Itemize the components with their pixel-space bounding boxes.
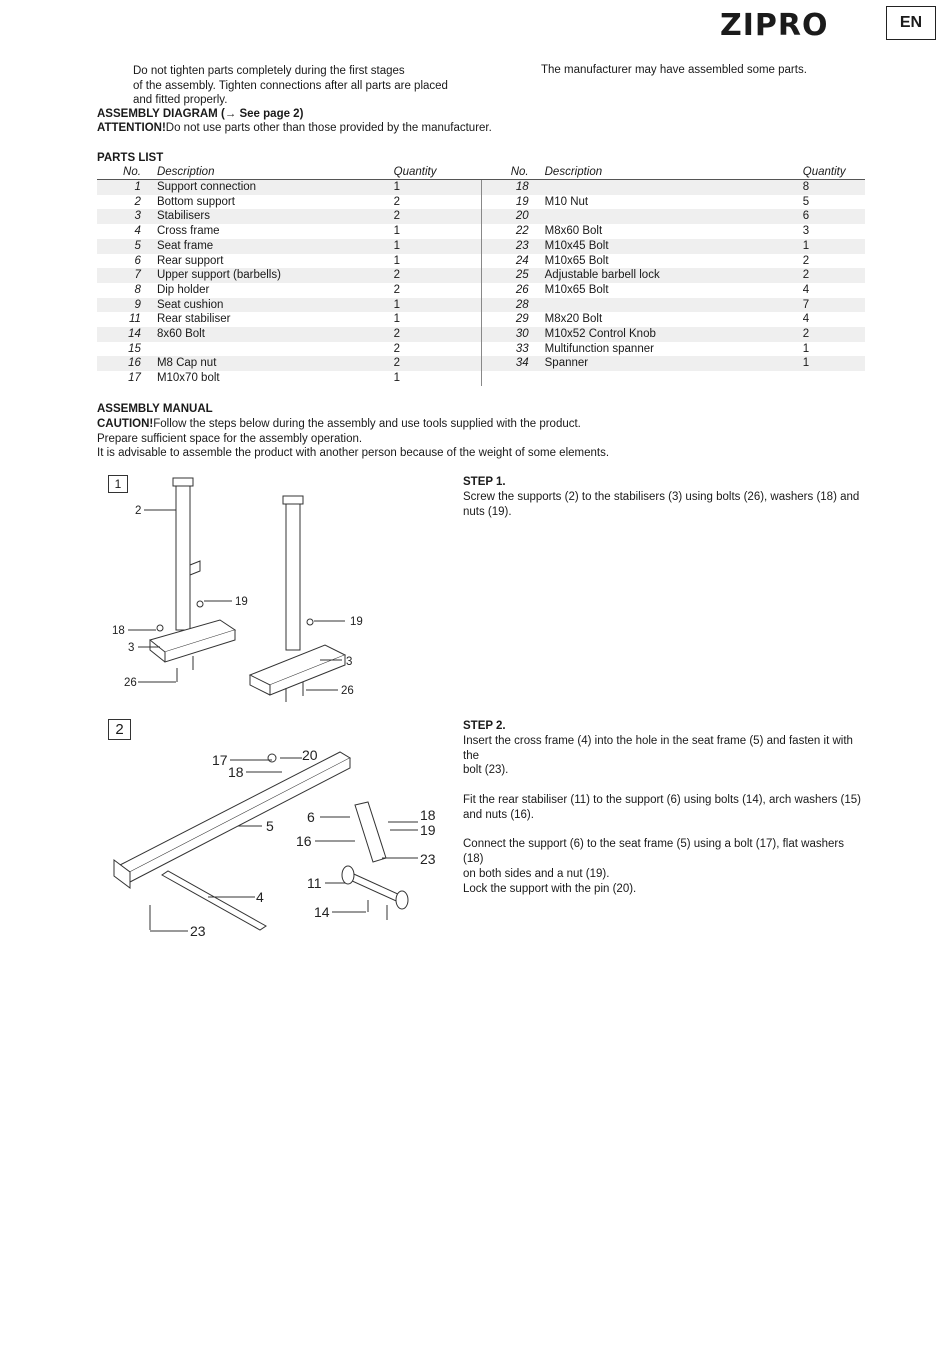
step2-number-box: 2 [108,719,131,740]
nut [307,619,313,625]
callout-label: 26 [341,685,354,697]
callout-label: 14 [314,904,330,920]
manufacturer-note: The manufacturer may have assembled some parts. [541,64,807,76]
col-no: No. [97,165,149,180]
part-description: Support connection [149,180,394,195]
part-quantity [803,371,865,386]
callout-label: 6 [307,809,315,825]
part-number: 24 [515,254,529,267]
part-number: 20 [482,209,537,224]
rear-support [355,802,386,862]
col-description: Description [149,165,394,180]
parts-row [97,327,865,342]
callout-label: 11 [307,875,322,891]
part-number: 15 [128,342,141,355]
assembly-diagram-heading: ASSEMBLY DIAGRAM (→ See page 2) [97,108,304,120]
caution-label: CAUTION! [97,417,154,430]
part-number: 14 [97,327,149,342]
part-description: Adjustable barbell lock [537,268,803,283]
step1-instructions [463,475,863,519]
parts-row [97,195,865,210]
callout-label: 19 [420,822,436,838]
part-number: 30 [482,327,537,342]
caution-line [97,417,857,432]
step2-illustration [100,740,440,950]
part-quantity: 4 [802,283,810,296]
part-description [149,342,394,357]
step2-text: Fit the rear stabiliser (11) to the support (6) using bolts (14), arch washers (15) [463,793,861,806]
part-quantity: 2 [394,209,482,224]
language-badge: EN [886,6,936,40]
part-description: M10x65 Bolt [544,254,609,267]
step2-text: and nuts (16). [463,808,534,821]
parts-row [97,224,865,239]
assembly-manual [97,402,857,461]
parts-row [97,268,865,283]
part-description [537,180,803,195]
callout-label: 26 [124,677,137,689]
part-description: Bottom support [156,195,235,208]
col-no: No. [482,165,537,180]
part-quantity: 1 [394,254,482,269]
end-cap [342,866,354,884]
part-description: M10x65 Bolt [544,283,609,296]
part-description [537,298,803,313]
part-quantity: 1 [803,239,865,254]
part-description: M8x20 Bolt [544,313,603,326]
callout-label: 18 [228,764,244,780]
callout-label: 19 [350,616,363,628]
part-quantity: 3 [802,225,810,238]
part-number [482,371,537,386]
part-number: 6 [134,254,141,267]
parts-table [97,165,865,386]
callout-label: 18 [420,807,436,823]
step2-text: on both sides and a nut (19). [463,867,610,880]
parts-row [97,239,865,254]
part-quantity: 4 [802,313,810,326]
part-quantity: 1 [394,298,482,313]
step1-number-box: 1 [108,475,128,493]
part-quantity: 1 [803,356,865,371]
pin [268,754,276,762]
attention-text: Do not use parts other than those provided by the manufacturer. [165,122,492,134]
step1-illustration [100,470,430,710]
part-number: 3 [97,209,149,224]
part-description: Seat frame [149,239,394,254]
part-quantity: 2 [394,195,482,210]
parts-row [97,283,865,298]
step1-title: STEP 1. [463,476,506,488]
parts-row [97,180,865,195]
part-description: Upper support (barbells) [149,268,394,283]
assembly-manual-title: ASSEMBLY MANUAL [97,403,213,415]
parts-list-title: PARTS LIST [97,152,164,164]
support-tube [286,500,300,650]
part-quantity: 8 [803,180,865,195]
part-description: M10x52 Control Knob [537,327,803,342]
part-quantity: 2 [803,327,865,342]
step2-title: STEP 2. [463,720,506,732]
callout-label: 23 [190,923,206,939]
part-quantity: 2 [802,254,810,267]
part-description [537,371,803,386]
part-number: 23 [482,239,537,254]
support-bracket [190,561,200,575]
support-cap [283,496,303,504]
caution-text: Follow the steps below during the assembly and use tools supplied with the product. [153,417,581,430]
parts-row [97,342,865,357]
washer [157,625,163,631]
part-number: 34 [482,356,537,371]
attention-label: ATTENTION! [97,122,166,134]
part-number: 9 [97,298,149,313]
callout-label: 17 [212,752,228,768]
parts-row [97,356,865,371]
part-number: 11 [128,313,141,326]
part-number: 1 [97,180,149,195]
part-quantity: 1 [394,224,482,239]
callout-label: 3 [346,656,353,668]
part-quantity: 5 [802,195,810,208]
part-number: 5 [97,239,149,254]
part-quantity: 1 [394,371,482,386]
part-description [537,209,803,224]
step1-text: nuts (19). [463,505,512,518]
parts-row [97,209,865,224]
part-description: Multifunction spanner [544,342,654,355]
step2-text: Insert the cross frame (4) into the hole in the seat frame (5) and fasten it with the [463,734,853,762]
part-number: 7 [97,268,149,283]
part-quantity: 6 [803,209,865,224]
part-quantity: 1 [394,239,482,254]
part-description: 8x60 Bolt [149,327,394,342]
part-number: 4 [134,225,141,238]
part-number: 2 [134,195,141,208]
intro-line: and fitted properly. [133,94,228,106]
part-number: 8 [134,283,141,296]
part-quantity: 2 [803,268,865,283]
step2-text: bolt (23). [463,764,509,777]
part-quantity: 2 [394,327,482,342]
manual-line: It is advisable to assemble the product with another person because of the weight of some elements. [97,447,610,460]
col-description: Description [537,165,803,180]
intro-notes [133,64,463,108]
manual-line: Prepare sufficient space for the assembly operation. [97,432,363,445]
part-number: 18 [482,180,537,195]
intro-line: of the assembly. Tighten connections after all parts are placed [133,79,448,92]
part-quantity: 2 [394,342,482,357]
callout-label: 3 [128,642,135,654]
callout-label: 23 [420,851,436,867]
part-number: 16 [97,356,149,371]
part-number: 19 [515,195,529,208]
callout-label: 19 [235,596,248,608]
callout-label: 16 [296,833,312,849]
callout-label: 18 [112,625,125,637]
brand-logo: ZIPRO [720,8,829,43]
part-description: Dip holder [156,283,210,296]
end-cap [396,891,408,909]
step2-instructions [463,719,863,897]
part-quantity: 7 [803,298,865,313]
part-description: M10x70 bolt [156,372,220,385]
col-quantity: Quantity [394,165,482,180]
parts-row [97,371,865,386]
part-description: Cross frame [156,225,220,238]
step1-text: Screw the supports (2) to the stabilisers (3) using bolts (26), washers (18) and [463,490,860,503]
part-number: 25 [482,268,537,283]
parts-table-header [97,165,865,180]
cross-frame [162,871,266,930]
step2-text: Lock the support with the pin (20). [463,882,637,895]
part-description: Rear stabiliser [156,313,231,326]
part-description: M10 Nut [544,195,589,208]
part-description: Spanner [537,356,803,371]
part-number: 22 [515,225,529,238]
part-description: Stabilisers [149,209,394,224]
support-tube [176,482,190,630]
part-number: 17 [128,372,141,385]
callout-label: 20 [302,747,318,763]
part-quantity: 2 [394,283,482,298]
part-quantity: 2 [394,356,482,371]
nut [197,601,203,607]
part-quantity: 1 [394,180,482,195]
part-quantity: 2 [394,268,482,283]
part-description: M8x60 Bolt [544,225,603,238]
part-number: 29 [515,313,529,326]
part-description: M10x45 Bolt [537,239,803,254]
parts-row [97,312,865,327]
support-cap [173,478,193,486]
part-number: 33 [515,342,529,355]
callout-label: 4 [256,889,264,905]
step2-text: Connect the support (6) to the seat frame (5) using a bolt (17), flat washers (18) [463,838,844,866]
parts-row [97,254,865,269]
part-description: Seat cushion [149,298,394,313]
part-quantity: 1 [394,312,482,327]
callout-label: 2 [135,505,142,517]
part-quantity: 1 [802,342,810,355]
callout-label: 5 [266,818,274,834]
intro-line: Do not tighten parts completely during the first stages [133,65,405,77]
part-number: 26 [515,283,529,296]
part-number: 28 [482,298,537,313]
part-description: Rear support [156,254,224,267]
parts-row [97,298,865,313]
col-quantity: Quantity [803,165,865,180]
attention-line [97,122,492,134]
part-description: M8 Cap nut [149,356,394,371]
